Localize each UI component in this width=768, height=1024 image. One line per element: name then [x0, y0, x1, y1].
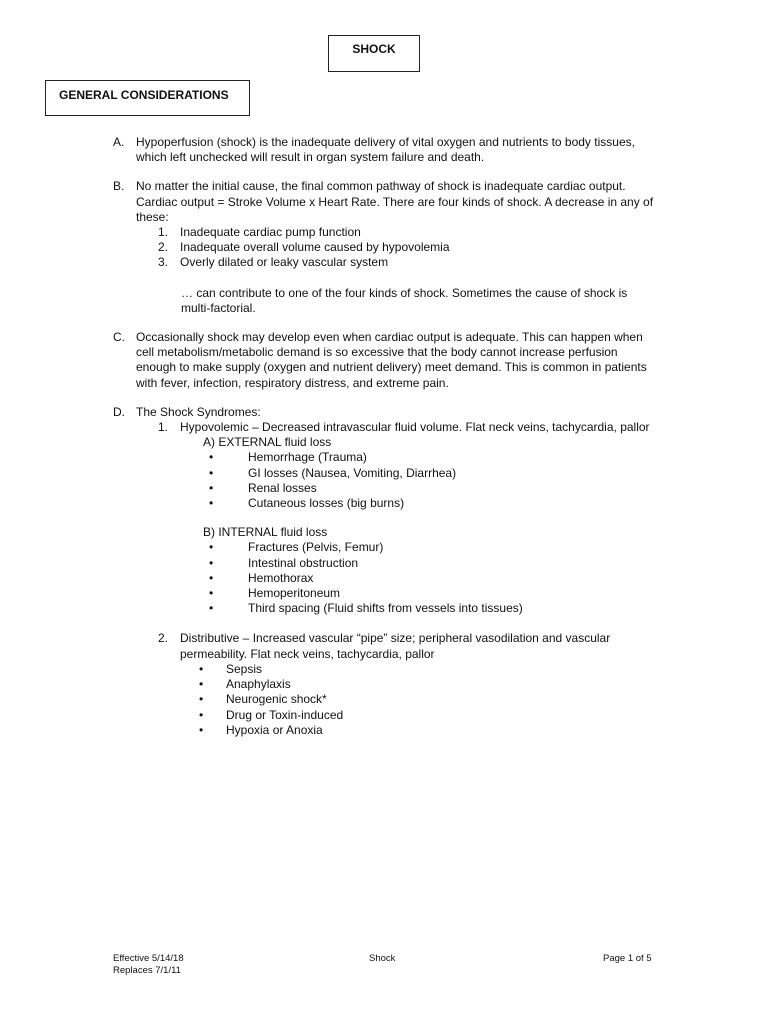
bullet-icon: • [209, 555, 214, 570]
section-heading: GENERAL CONSIDERATIONS [45, 80, 250, 116]
list-item-distributive: 2. Distributive – Increased vascular “pipe” size; peripheral vasodilation and vascular permeability. Flat neck veins, tachycardia, pallor [158, 631, 611, 661]
bullet-item: • GI losses (Nausea, Vomiting, Diarrhea) [209, 465, 457, 480]
bullet-icon: • [199, 722, 204, 737]
document-body [113, 135, 658, 738]
bullet-item: • Renal losses [209, 480, 317, 495]
bullet-item: • Hemoperitoneum [209, 586, 341, 601]
footer-dates [113, 953, 184, 977]
footer-effective: Effective 5/14/18 [113, 953, 184, 964]
bullet-icon: • [209, 570, 214, 585]
page-title: SHOCK [328, 35, 420, 72]
bullet-item: • Drug or Toxin-induced [199, 707, 344, 722]
item-text: No matter the initial cause, the final common pathway of shock is inadequate cardiac output. Cardiac output = Stroke Volume x Heart Rate. There are four kinds of shock. A decrease in any of these: [136, 179, 654, 224]
item-text: Occasionally shock may develop even when cardiac output is adequate. This can happen when cell metabolism/metabolic demand is so excessive that the body cannot increase perfusion enough to make supply (oxygen and nutrient delivery) meet demand. This is common in patients with fever, infection, respiratory distress, and extreme pain. [136, 330, 647, 390]
note-text: … can contribute to one of the four kinds of shock. Sometimes the cause of shock is multi-factorial. [181, 285, 628, 315]
item-label: D. [113, 404, 125, 419]
group-heading-internal: B) INTERNAL fluid loss [203, 525, 328, 540]
bullet-icon: • [209, 496, 214, 511]
footer-replaces: Replaces 7/1/11 [113, 965, 181, 976]
item-d [113, 405, 658, 420]
list-item-hypovolemic: 1. Hypovolemic – Decreased intravascular fluid volume. Flat neck veins, tachycardia, pallor [158, 420, 650, 435]
bullet-icon: • [209, 450, 214, 465]
bullet-icon: • [209, 540, 214, 555]
item-c [113, 330, 658, 391]
bullet-item: • Anaphylaxis [199, 677, 291, 692]
bullet-item: • Hypoxia or Anoxia [199, 722, 323, 737]
bullet-icon: • [199, 707, 204, 722]
bullet-item: • Hemorrhage (Trauma) [209, 450, 367, 465]
item-label: C. [113, 330, 125, 345]
item-text: The Shock Syndromes: [136, 404, 261, 419]
item-label: B. [113, 179, 125, 194]
footer-page-number: Page 1 of 5 [603, 953, 652, 964]
bullet-item: • Third spacing (Fluid shifts from vessels into tissues) [209, 601, 523, 616]
list-item: 3. Overly dilated or leaky vascular system [158, 255, 389, 270]
bullet-icon: • [209, 465, 214, 480]
item-b [113, 179, 658, 225]
bullet-icon: • [209, 586, 214, 601]
bullet-item: • Intestinal obstruction [209, 555, 359, 570]
bullet-icon: • [199, 661, 204, 676]
bullet-item: • Sepsis [199, 661, 263, 676]
bullet-icon: • [209, 480, 214, 495]
item-a [113, 135, 658, 165]
list-item: 1. Inadequate cardiac pump function [158, 225, 361, 240]
bullet-item: • Hemothorax [209, 570, 314, 585]
item-text: Hypoperfusion (shock) is the inadequate delivery of vital oxygen and nutrients to body tissues, which left unchecked will result in organ system failure and death. [136, 135, 635, 165]
bullet-icon: • [199, 677, 204, 692]
group-heading-external: A) EXTERNAL fluid loss [203, 435, 332, 450]
bullet-icon: • [199, 692, 204, 707]
item-label: A. [113, 135, 125, 149]
bullet-item: • Cutaneous losses (big burns) [209, 496, 405, 511]
bullet-item: • Neurogenic shock* [199, 692, 327, 707]
bullet-item: • Fractures (Pelvis, Femur) [209, 540, 384, 555]
footer-center: Shock [369, 953, 396, 964]
bullet-icon: • [209, 601, 214, 616]
list-item: 2. Inadequate overall volume caused by hypovolemia [158, 240, 450, 255]
